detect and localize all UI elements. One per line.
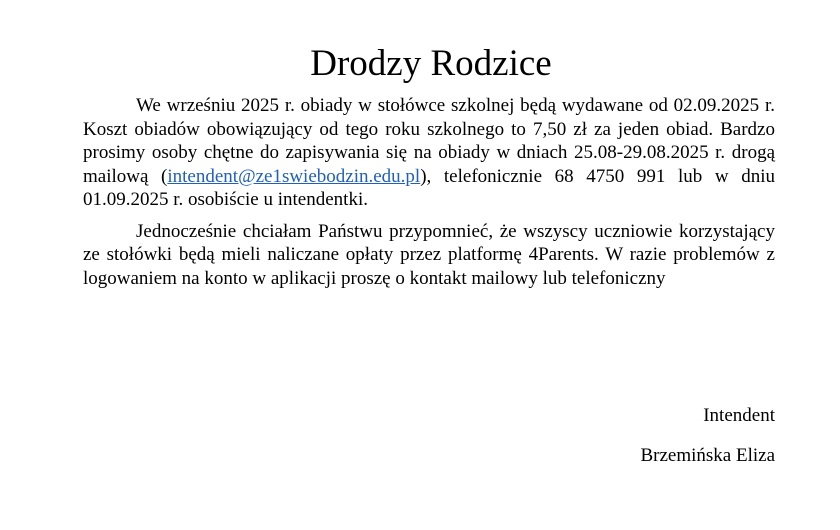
page-title: Drodzy Rodzice xyxy=(310,43,552,84)
paragraph-lunch-info xyxy=(83,94,775,212)
email-link[interactable]: intendent@ze1swiebodzin.edu.pl xyxy=(167,165,421,187)
paragraph-payment-info: Jednocześnie chciałam Państwu przypomnieć, że wszyscy uczniowie korzystający ze stołówki będą mieli naliczane opłaty przez platformę 4Parents. W razie problemów z logowaniem na konto w aplikacji proszę o kontakt mailowy lub telefoniczny xyxy=(83,220,775,289)
paragraph-lunch-info-text: We wrześniu 2025 r. obiady w stołówce szkolnej będą wydawane od 02.09.2025 r. Koszt obiadów obowiązujący od tego roku szkolnego to 7,50 zł za jeden obiad. Bardzo prosimy osoby chętne do zapisywania się na obiady w dniach 25.08-29.08.2025 r. drogą mailową ( xyxy=(83,95,775,187)
signature-role: Intendent xyxy=(703,405,775,426)
letter-body xyxy=(83,40,775,298)
paragraph-lunch-info-text-end: ), telefonicznie 68 4750 991 lub w dniu 01.09.2025 r. osobiście u intendentki. xyxy=(83,165,775,210)
signature-name: Brzemińska Eliza xyxy=(640,445,775,466)
